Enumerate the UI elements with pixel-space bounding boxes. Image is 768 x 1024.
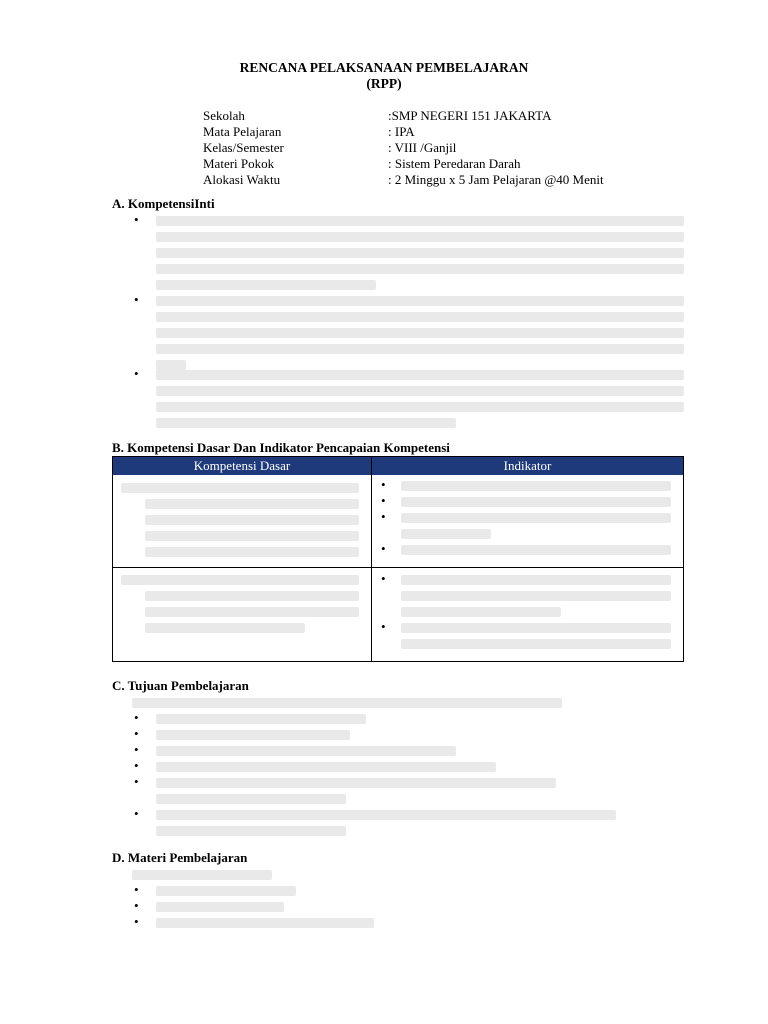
text-placeholder: [156, 216, 684, 226]
text-placeholder: [156, 370, 684, 380]
header-kompetensi-dasar: Kompetensi Dasar: [193, 458, 291, 473]
bullet-icon: •: [381, 509, 386, 524]
text-placeholder: [156, 886, 296, 896]
text-placeholder: [156, 826, 346, 836]
identity-label: Kelas/Semester: [203, 140, 284, 155]
title-line-2: (RPP): [366, 76, 402, 91]
text-placeholder: [145, 531, 359, 541]
text-placeholder: [156, 248, 684, 258]
text-placeholder: [156, 386, 684, 396]
bullet-icon: •: [381, 619, 386, 634]
page-title: [0, 60, 768, 92]
bullet-icon: •: [381, 477, 386, 492]
text-placeholder: [401, 529, 491, 539]
bullet-icon: •: [134, 898, 139, 913]
identity-row: [203, 108, 673, 124]
bullet-icon: •: [134, 774, 139, 789]
text-placeholder: [156, 778, 556, 788]
text-placeholder: [156, 344, 684, 354]
bullet-icon: •: [134, 882, 139, 897]
section-b-heading: B. Kompetensi Dasar Dan Indikator Pencapaian Kompetensi: [112, 440, 450, 455]
identity-value: : VIII /Ganjil: [388, 140, 457, 155]
text-placeholder: [401, 607, 561, 617]
bullet-icon: •: [134, 758, 139, 773]
bullet-icon: •: [134, 212, 139, 227]
bullet-icon: •: [381, 541, 386, 556]
text-placeholder: [145, 515, 359, 525]
text-placeholder: [401, 481, 671, 491]
identity-value: : 2 Minggu x 5 Jam Pelajaran @40 Menit: [388, 172, 604, 187]
text-placeholder: [156, 810, 616, 820]
text-placeholder: [132, 870, 272, 880]
identity-label: Alokasi Waktu: [203, 172, 281, 187]
bullet-icon: •: [381, 571, 386, 586]
text-placeholder: [145, 623, 305, 633]
text-placeholder: [145, 499, 359, 509]
text-placeholder: [156, 762, 496, 772]
text-placeholder: [156, 794, 346, 804]
text-placeholder: [145, 607, 359, 617]
text-placeholder: [156, 902, 284, 912]
text-placeholder: [156, 402, 684, 412]
text-placeholder: [156, 918, 374, 928]
text-placeholder: [145, 547, 359, 557]
identity-row: [203, 172, 673, 188]
identity-value: : IPA: [388, 124, 415, 139]
text-placeholder: [121, 483, 359, 493]
bullet-icon: •: [134, 292, 139, 307]
bullet-icon: •: [134, 366, 139, 381]
section-c-heading: C. Tujuan Pembelajaran: [112, 678, 249, 693]
text-placeholder: [156, 360, 186, 370]
text-placeholder: [132, 698, 562, 708]
section-a-heading: A. KompetensiInti: [112, 196, 215, 211]
bullet-icon: •: [134, 710, 139, 725]
bullet-icon: •: [134, 914, 139, 929]
text-placeholder: [401, 623, 671, 633]
column-divider: [371, 457, 372, 661]
text-placeholder: [156, 280, 376, 290]
text-placeholder: [156, 418, 456, 428]
text-placeholder: [145, 591, 359, 601]
text-placeholder: [401, 639, 671, 649]
text-placeholder: [401, 497, 671, 507]
text-placeholder: [401, 575, 671, 585]
text-placeholder: [156, 714, 366, 724]
text-placeholder: [156, 730, 350, 740]
section-d-heading: D. Materi Pembelajaran: [112, 850, 248, 865]
header-indikator: Indikator: [503, 458, 552, 473]
identity-row: [203, 124, 673, 140]
text-placeholder: [156, 328, 684, 338]
identity-value: : Sistem Peredaran Darah: [388, 156, 521, 171]
bullet-icon: •: [134, 806, 139, 821]
identity-row: [203, 140, 673, 156]
bullet-icon: •: [381, 493, 386, 508]
identity-block: [203, 108, 673, 188]
identity-label: Materi Pokok: [203, 156, 275, 171]
text-placeholder: [156, 312, 684, 322]
text-placeholder: [156, 232, 684, 242]
text-placeholder: [156, 746, 456, 756]
bullet-icon: •: [134, 726, 139, 741]
text-placeholder: [156, 296, 684, 306]
identity-label: Sekolah: [203, 108, 245, 123]
identity-row: [203, 156, 673, 172]
identity-value: :SMP NEGERI 151 JAKARTA: [388, 108, 552, 123]
row-divider: [113, 567, 683, 568]
title-line-1: RENCANA PELAKSANAAN PEMBELAJARAN: [239, 60, 529, 75]
text-placeholder: [401, 591, 671, 601]
identity-label: Mata Pelajaran: [203, 124, 282, 139]
bullet-icon: •: [134, 742, 139, 757]
text-placeholder: [121, 575, 359, 585]
table-header: [113, 457, 683, 475]
text-placeholder: [401, 545, 671, 555]
text-placeholder: [156, 264, 684, 274]
kd-indikator-table: [112, 456, 684, 662]
text-placeholder: [401, 513, 671, 523]
